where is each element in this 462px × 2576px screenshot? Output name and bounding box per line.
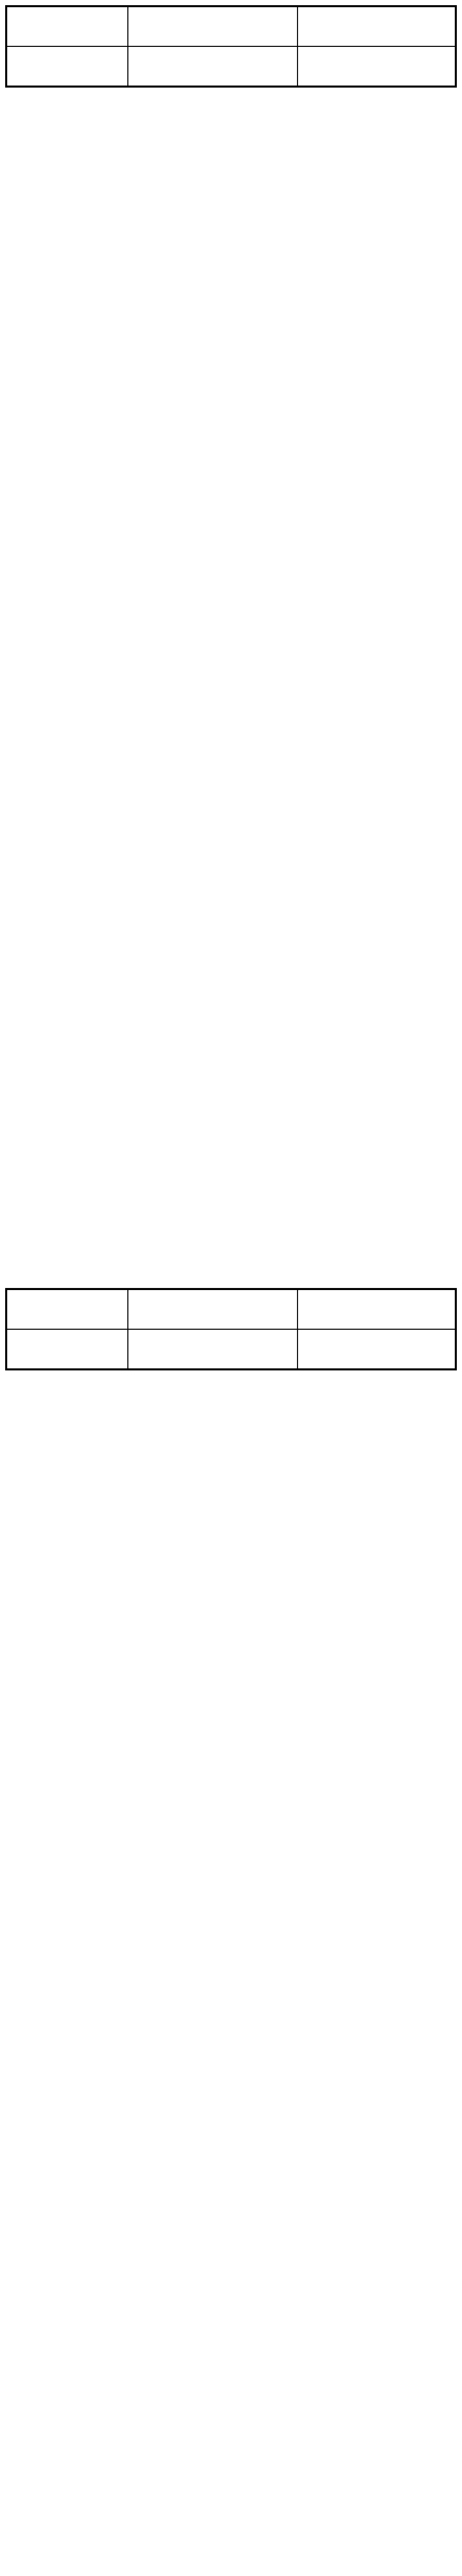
group-label-2 (7, 1290, 128, 1329)
header-subjective (5, 1288, 457, 1370)
paper-title (298, 7, 455, 46)
marks-label (7, 46, 128, 86)
type-label (128, 46, 298, 86)
board-label (128, 7, 298, 46)
group-label (7, 7, 128, 46)
marks-label-2 (7, 1329, 128, 1369)
time-label (298, 46, 455, 86)
time-label-2 (298, 1329, 455, 1369)
header-objective (5, 5, 457, 88)
board-label-2 (128, 1290, 298, 1329)
paper-title-2 (298, 1290, 455, 1329)
type-label-2 (128, 1329, 298, 1369)
